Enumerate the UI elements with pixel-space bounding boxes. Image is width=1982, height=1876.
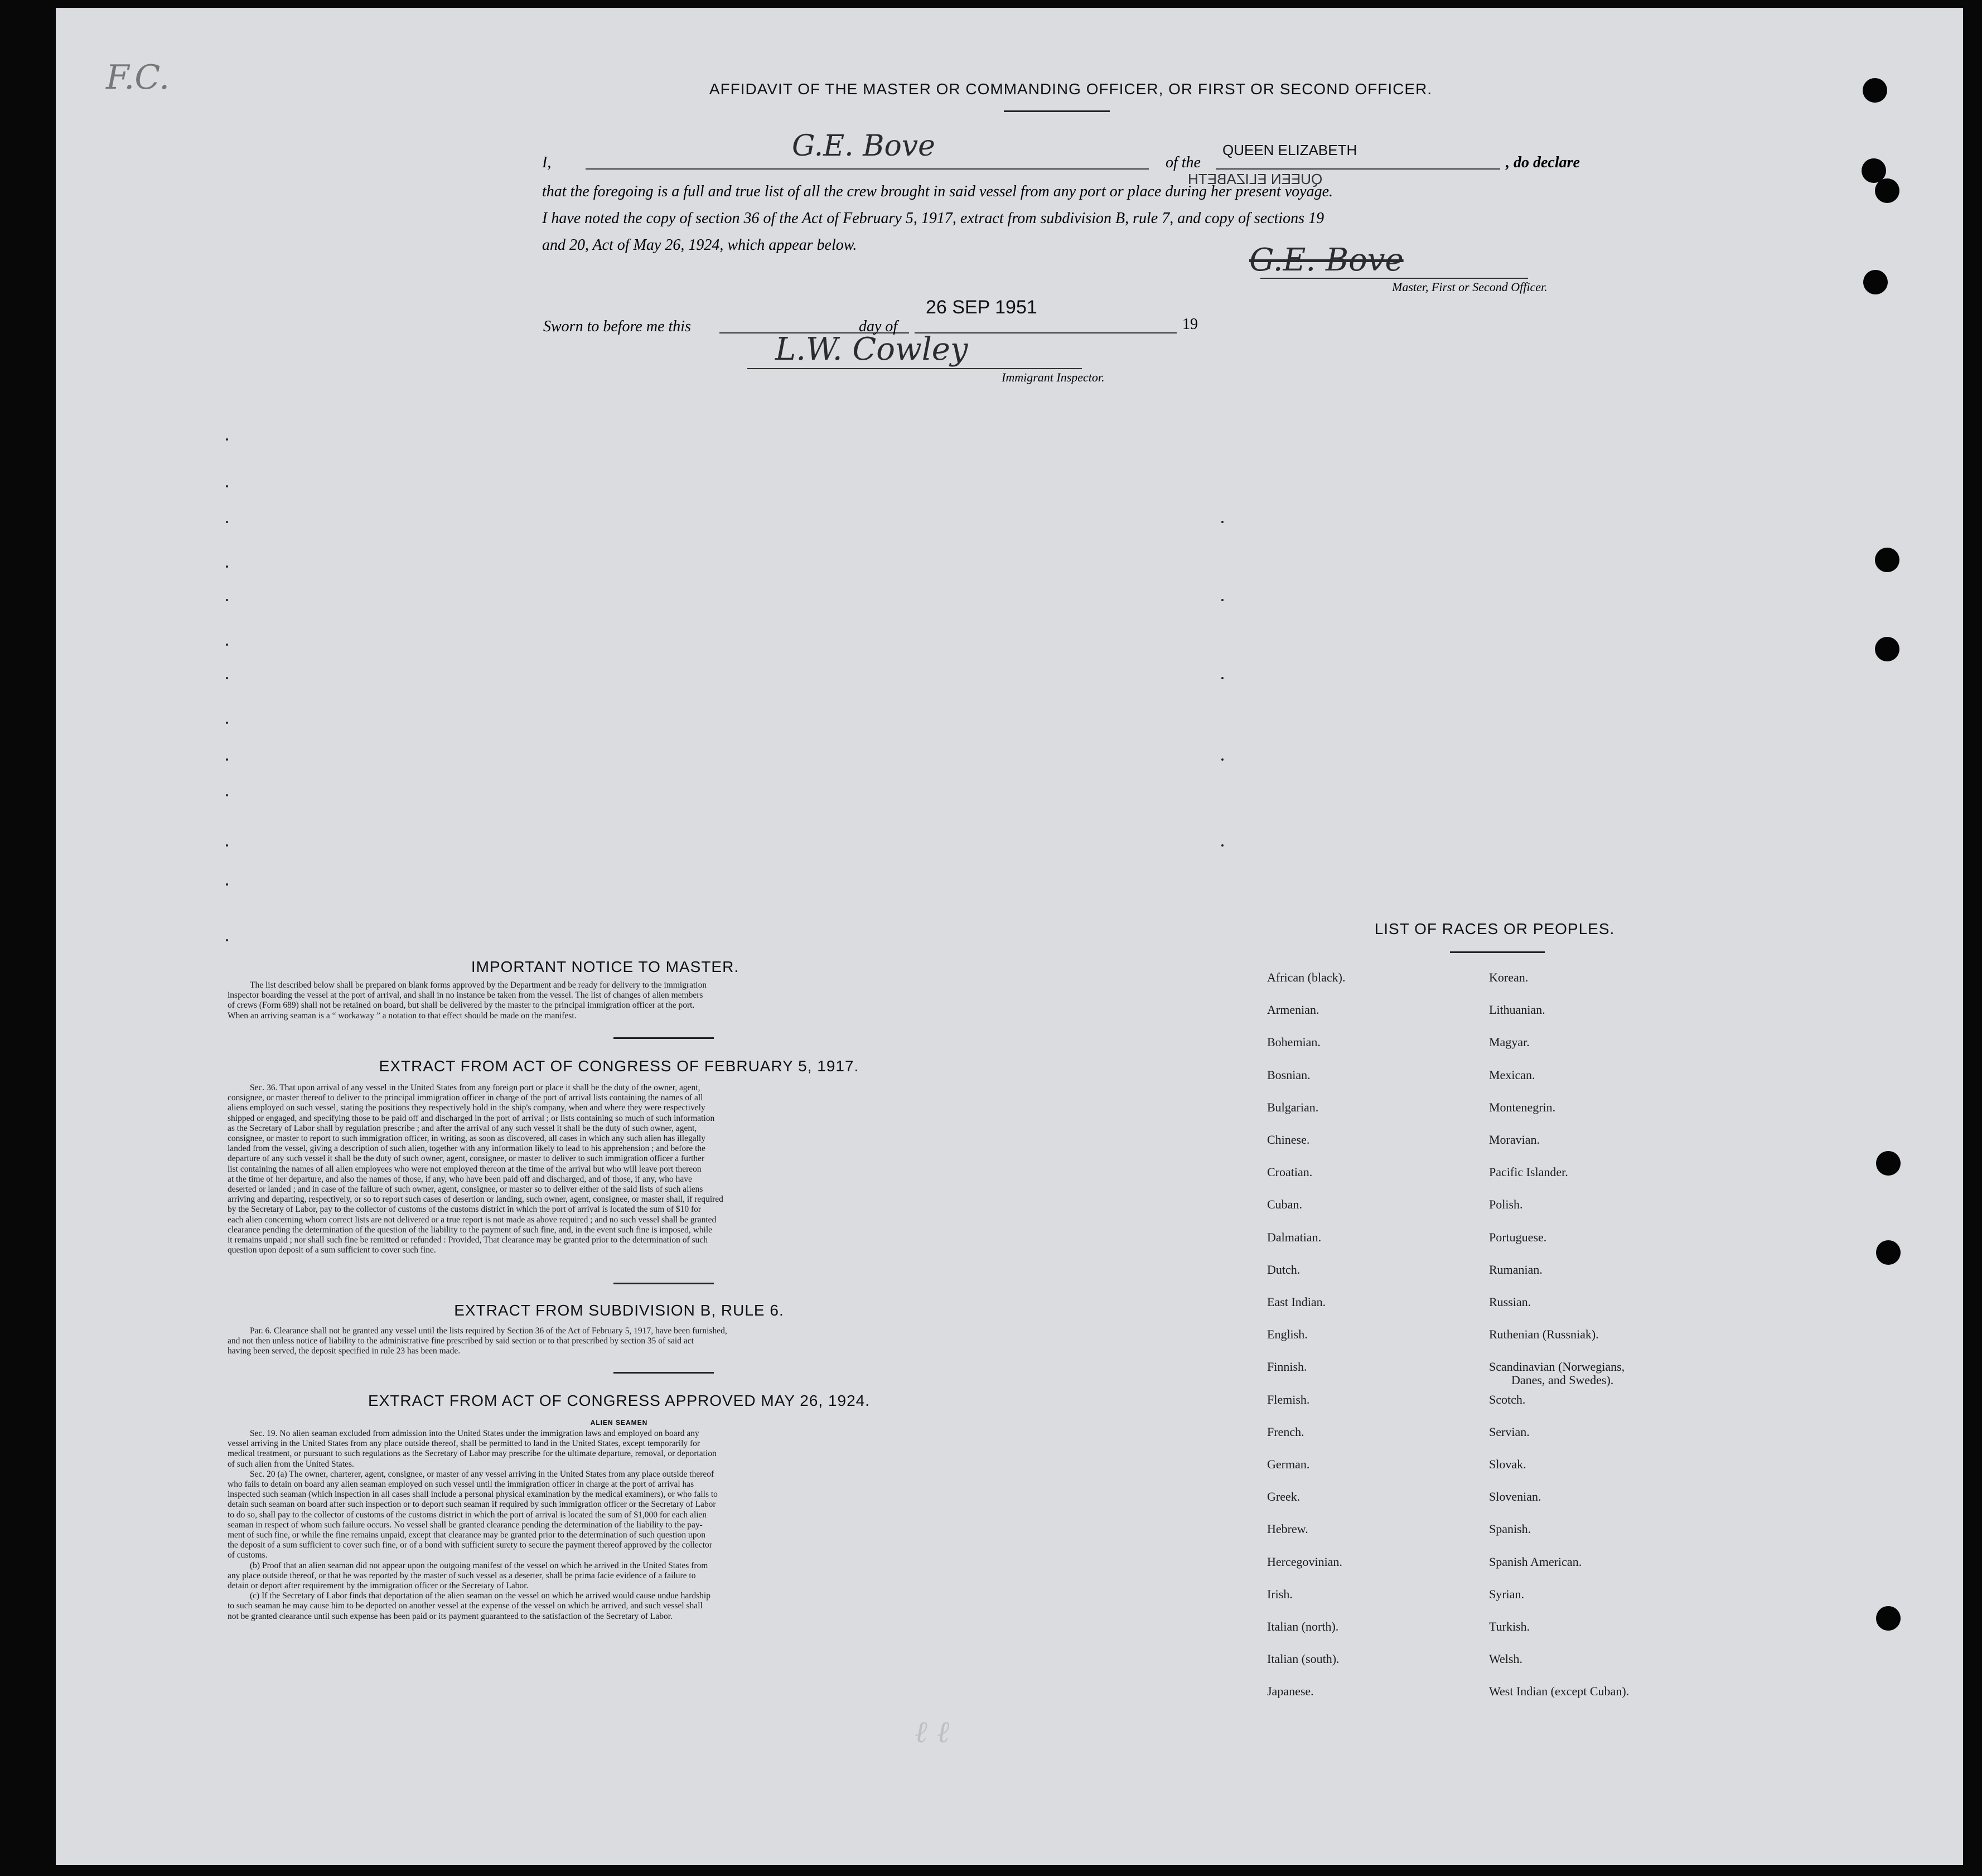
race-item: Welsh. <box>1489 1652 1522 1666</box>
extract-1924-title: EXTRACT FROM ACT OF CONGRESS APPROVED MAY 26, 1924. <box>368 1392 871 1409</box>
race-item: Korean. <box>1489 970 1529 984</box>
extract-rule6-title: EXTRACT FROM SUBDIVISION B, RULE 6. <box>454 1302 784 1319</box>
race-item: Bosnian. <box>1267 1067 1311 1082</box>
text-line: to do so, shall pay to the collector of customs of the customs district in which the port of arrival is located the sum of $1,000 for each alien <box>228 1510 707 1520</box>
race-item: Dutch. <box>1267 1262 1301 1277</box>
affidavit-line-3: and 20, Act of May 26, 1924, which appear below. <box>542 236 857 254</box>
text-line: seaman in respect of whom such failure occurs. No vessel shall be granted clearance pending the determination of the liability to the pay- <box>228 1520 703 1530</box>
text-line: not be granted clearance until such expense has been paid or its payment guaranteed to the satisfaction of the Secretary of Labor. <box>228 1611 673 1621</box>
race-item-continuation: Danes, and Swedes). <box>1511 1373 1614 1387</box>
race-item: Polish. <box>1489 1197 1523 1212</box>
race-item: Bulgarian. <box>1267 1100 1319 1114</box>
column-mark <box>226 939 228 941</box>
race-item: Scandinavian (Norwegians, <box>1489 1360 1625 1374</box>
race-item: Rumanian. <box>1489 1262 1543 1277</box>
race-item: Turkish. <box>1489 1619 1530 1633</box>
text-line: Sec. 19. No alien seaman excluded from admission into the United States under the immigration laws and employed on board any <box>250 1429 699 1438</box>
margin-note: F.C. <box>106 58 170 97</box>
column-mark <box>226 599 228 601</box>
race-item: Spanish American. <box>1489 1554 1582 1569</box>
race-item: Bohemian. <box>1267 1035 1321 1050</box>
affidavit-line-2: I have noted the copy of section 36 of the Act of February 5, 1917, extract from subdivision B, rule 7, and copy of sections 19 <box>542 210 1324 227</box>
text-line: shipped or engaged, and specifying those to be paid off and discharged in the port of arrival ; or lists containing so much of such information <box>228 1113 715 1123</box>
text-line: it remains unpaid ; nor shall such fine be remitted or refunded : Provided, That clearance may be granted prior to the determination of such <box>228 1235 708 1245</box>
text-line: as the Secretary of Labor shall by regulation prescribe ; and after the arrival of any such vessel it shall be the duty of such owner, agent, <box>228 1123 697 1133</box>
extract-rule6-rule <box>613 1372 714 1374</box>
column-mark <box>1221 758 1224 761</box>
text-line: who fails to detain on board any alien seaman employed on such vessel until the immigration officer in charge at the port of arrival has <box>228 1479 694 1490</box>
text-line: of crews (Form 689) shall not be retained on board, but shall be delivered by the master to the principal immigration officer at the port. <box>228 1000 695 1010</box>
race-item: Italian (south). <box>1267 1652 1340 1666</box>
race-item: Armenian. <box>1267 1003 1319 1017</box>
do-declare-label: , do declare <box>1506 154 1580 171</box>
text-line: Par. 6. Clearance shall not be granted any vessel until the lists required by Section 36 of the Act of February 5, 1917, have been furnished, <box>250 1326 727 1336</box>
binder-hole-5 <box>1875 548 1899 572</box>
race-item: African (black). <box>1267 970 1346 984</box>
master-signature: G.E. Bove <box>1249 242 1404 278</box>
column-mark <box>226 521 228 523</box>
races-right-column <box>1489 970 1746 1718</box>
text-line: vessel arriving in the United States from any place outside thereof, shall be permitted to land in the United States, except temporarily for <box>228 1439 700 1449</box>
text-line: each alien concerning whom correct lists are not delivered or a true report is not made as above required ; and no such vessel shall be granted <box>228 1215 717 1225</box>
column-mark <box>226 844 228 847</box>
race-item: Greek. <box>1267 1490 1301 1504</box>
race-item: Lithuanian. <box>1489 1003 1545 1017</box>
document-page <box>56 8 1963 1865</box>
bleed-through-stamp: QUEEN ELIZABETH <box>1188 171 1323 187</box>
faint-pencil-mark: ℓ ℓ <box>915 1714 950 1749</box>
vessel-name-stamp: QUEEN ELIZABETH <box>1222 142 1357 158</box>
race-item: Montenegrin. <box>1489 1100 1556 1114</box>
column-mark <box>226 677 228 679</box>
text-line: medical treatment, or pursuant to such regulations as the Secretary of Labor may prescribe for the ultimate departure, removal, or deportation <box>228 1449 717 1459</box>
text-line: clearance pending the determination of the question of the liability to the payment of such fine, and, in the event such fine is imposed, while <box>228 1225 713 1235</box>
race-item: Servian. <box>1489 1424 1530 1439</box>
extract-1917-body <box>228 1083 1015 1255</box>
race-item: Dalmatian. <box>1267 1230 1322 1244</box>
inspector-signature-line <box>747 368 1082 369</box>
text-line: ment of such fine, or while the fine remains unpaid, except that clearance may be granted prior to the determination of such question upon <box>228 1530 705 1540</box>
race-item: Russian. <box>1489 1295 1531 1309</box>
inspector-caption: Immigrant Inspector. <box>1002 370 1105 384</box>
text-line: When an arriving seaman is a “ workaway ” a notation to that effect should be made on the manifest. <box>228 1010 577 1021</box>
race-item: Croatian. <box>1267 1165 1313 1179</box>
affidavit-body <box>542 178 1602 259</box>
of-the-label: of the <box>1166 154 1201 171</box>
binder-hole-1 <box>1863 78 1887 103</box>
column-mark <box>226 722 228 724</box>
race-item: Syrian. <box>1489 1587 1524 1601</box>
affidavit-title: AFFIDAVIT OF THE MASTER OR COMMANDING OFFICER, OR FIRST OR SECOND OFFICER. <box>709 80 1433 98</box>
column-mark <box>1221 844 1224 847</box>
race-item: Mexican. <box>1489 1067 1535 1082</box>
race-item: Slovak. <box>1489 1457 1526 1471</box>
column-mark <box>1221 677 1224 679</box>
affidavit-line-1: that the foregoing is a full and true list of all the crew brought in said vessel from any port or place during her present voyage. <box>542 183 1333 200</box>
text-line: aliens employed on such vessel, stating the positions they respectively hold in the ship's company, when and where they were respectively <box>228 1103 705 1113</box>
text-line: consignee, or master thereof to deliver to the principal immigration officer in charge of the port of arrival lists containing the names of all <box>228 1093 703 1103</box>
race-item: Finnish. <box>1267 1360 1307 1374</box>
race-item: West Indian (except Cuban). <box>1489 1684 1630 1699</box>
races-rule <box>1450 951 1545 953</box>
race-item: Irish. <box>1267 1587 1293 1601</box>
binder-hole-7 <box>1876 1151 1901 1176</box>
column-mark <box>226 485 228 487</box>
text-line: deserted or landed ; and in case of the failure of such owner, agent, consignee, or master so to deliver either of the said lists of such aliens <box>228 1184 703 1195</box>
race-item: East Indian. <box>1267 1295 1326 1309</box>
text-line: (c) If the Secretary of Labor finds that deportation of the alien seaman on the vessel on which he arrived would cause undue hardship <box>250 1591 710 1601</box>
race-item: Italian (north). <box>1267 1619 1339 1633</box>
race-item: German. <box>1267 1457 1310 1471</box>
day-of-label: day of <box>859 318 898 335</box>
races-title: LIST OF RACES OR PEOPLES. <box>1374 920 1615 937</box>
text-line: departure of any such vessel it shall be the duty of such owner, agent, consignee, or master to deliver to such immigration officer a further <box>228 1154 705 1164</box>
text-line: having been served, the deposit specified in rule 23 has been made. <box>228 1346 461 1356</box>
race-item: Magyar. <box>1489 1035 1530 1050</box>
race-item: Hebrew. <box>1267 1522 1308 1536</box>
extract-rule6-body <box>228 1326 1015 1357</box>
extract-1917-rule <box>613 1283 714 1284</box>
race-item: Pacific Islander. <box>1489 1165 1568 1179</box>
race-item: English. <box>1267 1327 1308 1342</box>
text-line: any place outside thereof, or that he was reported by the master of such vessel as a deserter, shall be prima facie evidence of a failure to <box>228 1570 696 1580</box>
race-item: Ruthenian (Russniak). <box>1489 1327 1599 1342</box>
race-item: French. <box>1267 1424 1304 1439</box>
title-rule <box>1004 110 1110 112</box>
binder-hole-9 <box>1876 1606 1901 1631</box>
races-left-column <box>1267 970 1490 1718</box>
inspector-signature: L.W. Cowley <box>775 331 968 368</box>
binder-hole-3 <box>1875 178 1899 203</box>
extract-1924-subtitle: ALIEN SEAMEN <box>590 1419 648 1427</box>
race-item: Slovenian. <box>1489 1490 1541 1504</box>
text-line: Sec. 36. That upon arrival of any vessel in the United States from any foreign port or place it shall be the duty of the owner, agent, <box>250 1083 700 1092</box>
sworn-label: Sworn to before me this <box>543 318 691 335</box>
notice-title: IMPORTANT NOTICE TO MASTER. <box>471 958 739 975</box>
column-mark <box>226 883 228 886</box>
text-line: inspector boarding the vessel at the port of arrival, and shall in no instance be taken from the vessel. The list of changes of alien members <box>228 990 703 1000</box>
master-caption: Master, First or Second Officer. <box>1392 280 1548 294</box>
race-item: Hercegovinian. <box>1267 1554 1342 1569</box>
notice-rule <box>613 1037 714 1039</box>
extract-1924-body <box>228 1429 1015 1622</box>
binder-hole-6 <box>1875 637 1899 661</box>
notice-body <box>228 980 1015 1021</box>
name-line <box>586 168 1149 170</box>
column-mark <box>226 438 228 441</box>
text-line: Sec. 20 (a) The owner, charterer, agent, consignee, or master of any vessel arriving in the United States from any place outside thereof <box>250 1469 714 1479</box>
race-item: Portuguese. <box>1489 1230 1547 1244</box>
text-line: question upon deposit of a sum sufficient to cover such fine. <box>228 1245 436 1255</box>
race-item: Flemish. <box>1267 1392 1310 1406</box>
text-line: detain or deport after requirement by the immigration officer or the Secretary of Labor. <box>228 1581 529 1591</box>
text-line: landed from the vessel, giving a description of such alien, together with any information likely to lead to his apprehension ; and before the <box>228 1144 706 1154</box>
column-mark <box>226 565 228 568</box>
year-label: 19 <box>1182 316 1198 333</box>
text-line: at the time of her departure, and also the names of those, if any, who have been paid off and discharged, and of those, if any, who have <box>228 1174 692 1184</box>
text-line: of such alien from the United States. <box>228 1459 354 1469</box>
column-mark <box>226 794 228 796</box>
column-mark <box>1221 599 1224 601</box>
extract-1917-title: EXTRACT FROM ACT OF CONGRESS OF FEBRUARY 5, 1917. <box>379 1057 859 1075</box>
text-line: (b) Proof that an alien seaman did not appear upon the outgoing manifest of the vessel on which he arrived in the United States from <box>250 1560 708 1570</box>
race-item: Scotch. <box>1489 1392 1526 1406</box>
text-line: arriving and departing, respectively, or so to report such cases of desertion or landing, such owner, agent, consignee, or master shall, if required <box>228 1195 723 1205</box>
i-label: I, <box>542 154 552 171</box>
date-stamp: 26 SEP 1951 <box>926 297 1037 318</box>
text-line: detain such seaman on board after such inspection or to deport such seaman if required by such immigration officer or the Secretary of Labor <box>228 1500 716 1510</box>
column-mark <box>1221 521 1224 523</box>
race-item: Moravian. <box>1489 1133 1540 1147</box>
text-line: The list described below shall be prepared on blank forms approved by the Department and be ready for delivery to the immigration <box>250 980 707 990</box>
text-line: by the Secretary of Labor, pay to the collector of customs of the customs district in which the port of arrival is located the sum of $10 for <box>228 1205 702 1215</box>
binder-hole-8 <box>1876 1240 1901 1265</box>
text-line: consignee, or master to report to such immigration officer, in writing, as soon as discovered, all cases in which any such alien has illegally <box>228 1134 705 1144</box>
race-item: Cuban. <box>1267 1197 1302 1212</box>
text-line: the deposit of a sum sufficient to cover such fine, or of a bond with sufficient surety to secure the payment thereof approved by the collector <box>228 1540 712 1550</box>
text-line: inspected such seaman (which inspection in all cases shall include a personal physical examination by the medical examiners), or who fails to <box>228 1490 718 1500</box>
column-mark <box>226 644 228 646</box>
race-item: Spanish. <box>1489 1522 1531 1536</box>
race-item: Chinese. <box>1267 1133 1310 1147</box>
text-line: of customs. <box>228 1550 268 1560</box>
vessel-line <box>1216 168 1500 170</box>
race-item: Japanese. <box>1267 1684 1314 1699</box>
column-mark <box>226 758 228 761</box>
binder-hole-4 <box>1863 270 1888 294</box>
text-line: and not then unless notice of liability to the administrative fine prescribed by said section or to that prescribed by section 35 of said act <box>228 1336 694 1346</box>
text-line: to such seaman he may cause him to be deported on another vessel at the expense of the vessel on which he arrived, and such vessel shall <box>228 1601 703 1611</box>
text-line: list containing the names of all alien employees who were not employed thereon at the time of the arrival but who will leave port thereon <box>228 1164 702 1174</box>
officer-signature: G.E. Bove <box>792 129 935 163</box>
